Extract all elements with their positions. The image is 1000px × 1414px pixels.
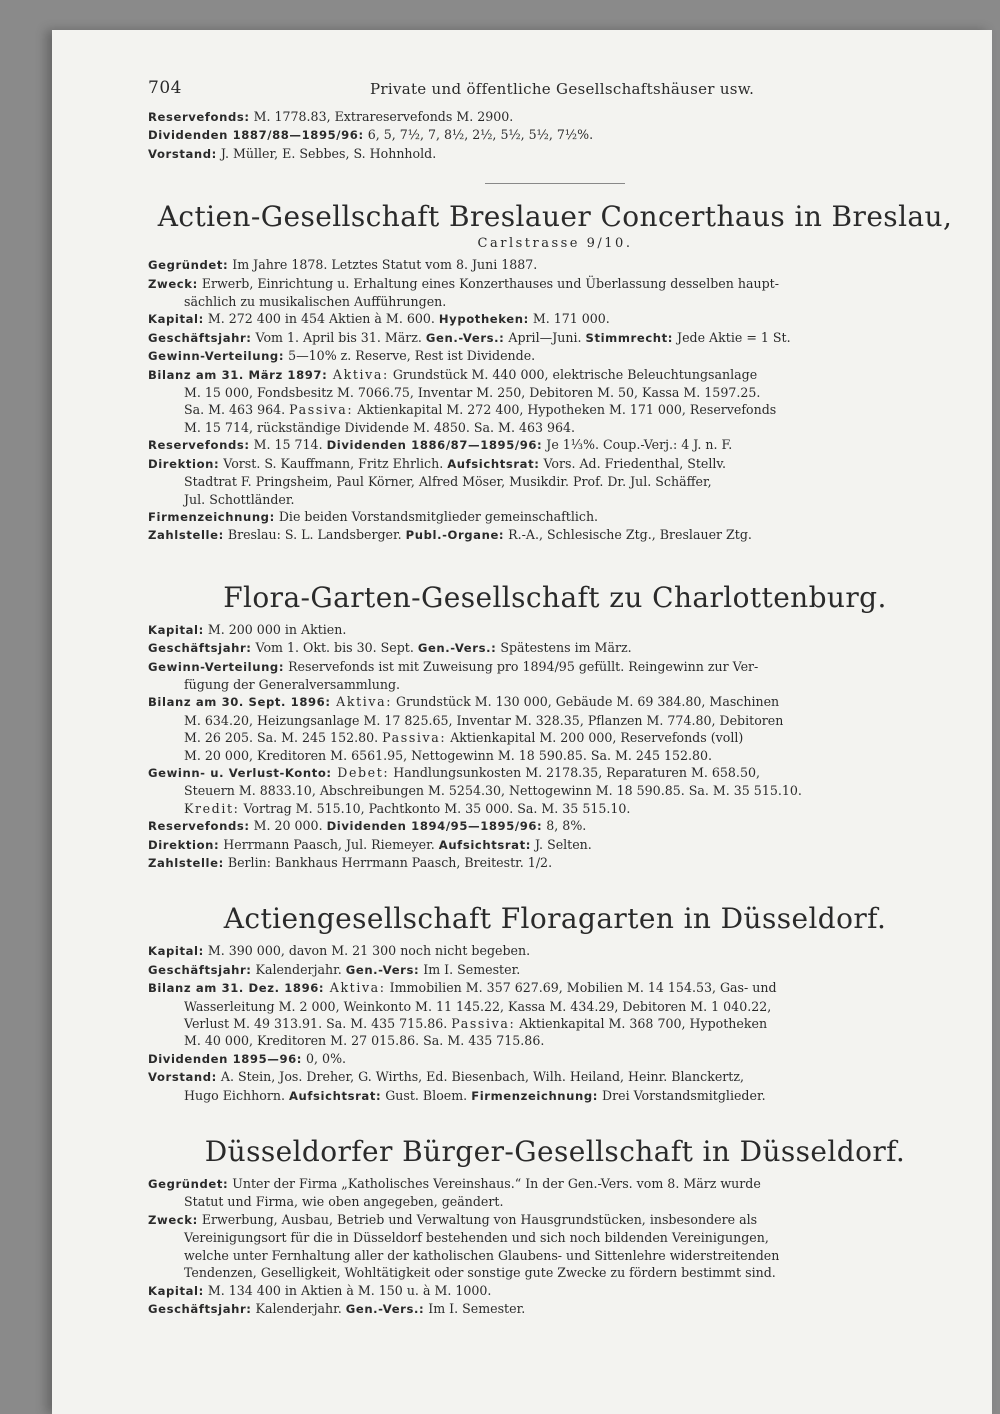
field-key: Reservefonds:: [148, 110, 250, 124]
field-text: Erwerbung, Ausbau, Betrieb und Verwaltung von Hausgrundstücken, insbesondere als: [197, 1211, 758, 1227]
entry-line: [148, 1193, 962, 1210]
field-key: Gen.-Vers.:: [345, 1301, 425, 1316]
field-text: sächlich zu musikalischen Aufführungen.: [184, 294, 447, 310]
entry-line: [148, 384, 962, 401]
ledger-label: Passiva:: [289, 402, 354, 418]
field-text: Wasserleitung M. 2 000, Weinkonto M. 11 145.22, Kassa M. 434.29, Debitoren M. 1 040.22,: [184, 998, 772, 1014]
field-text: Jede Aktie = 1 St.: [673, 329, 791, 345]
field-key: Zweck:: [148, 276, 198, 291]
field-text: Hugo Eichhorn.: [184, 1087, 289, 1103]
field-text: A. Stein, Jos. Dreher, G. Wirths, Ed. Biesenbach, Wilh. Heiland, Heinr. Blanckertz,: [216, 1069, 744, 1085]
field-text: Aktienkapital M. 200 000, Reservefonds (voll): [446, 730, 744, 746]
field-key: Bilanz am 31. Dez. 1896:: [148, 981, 325, 996]
field-text: welche unter Fernhaltung aller der katholischen Glaubens- und Sittenlehre widerstreitenden: [184, 1247, 780, 1263]
field-text: J. Müller, E. Sebbes, S. Hohnhold.: [216, 145, 437, 161]
field-text: M. 15 714.: [249, 437, 327, 453]
field-text: Im Jahre 1878. Letztes Statut vom 8. Juni 1887.: [228, 257, 538, 273]
field-text: Je 1⅓%. Coup.-Verj.: 4 J. n. F.: [542, 437, 733, 453]
entry-line: [148, 712, 962, 729]
field-text: M. 200 000 in Aktien.: [203, 621, 347, 637]
ledger-label: Aktiva:: [324, 980, 386, 996]
entry-line: [148, 1175, 962, 1193]
entry-line: [148, 1015, 962, 1032]
field-key: Zahlstelle:: [148, 856, 224, 870]
field-key: Vorstand:: [148, 146, 217, 161]
entry-line: [148, 693, 962, 711]
field-text: Vom 1. Okt. bis 30. Sept.: [251, 640, 418, 656]
field-key: Geschäftsjahr:: [148, 641, 252, 656]
field-text: 0, 0%.: [302, 1050, 347, 1066]
entry-line: [148, 998, 962, 1015]
field-text: Grundstück M. 130 000, Gebäude M. 69 384.80, Maschinen: [392, 694, 780, 710]
entry-line: [148, 108, 962, 126]
field-text: Jul. Schottländer.: [184, 491, 295, 507]
field-key: Stimmrecht:: [585, 330, 674, 345]
entry-line: [148, 275, 962, 293]
field-text: 6, 5, 7½, 7, 8½, 2½, 5½, 5½, 7½%.: [363, 127, 594, 143]
company-name: Actien-Gesellschaft Breslauer Concerthaus in Breslau,: [157, 200, 953, 234]
entry-line: [148, 1247, 962, 1264]
field-key: Reservefonds:: [148, 438, 250, 453]
entry-line: [148, 1229, 962, 1246]
entry-line: [148, 1068, 962, 1086]
entry-line: [148, 145, 962, 163]
field-key: Gegründet:: [148, 1177, 229, 1192]
field-text: Vors. Ad. Friedenthal, Stellv.: [539, 455, 727, 471]
field-text: Im I. Semester.: [424, 1300, 526, 1316]
field-key: Dividenden 1895—96:: [148, 1051, 303, 1066]
entry-line: [148, 1087, 962, 1105]
entry-line: [148, 854, 962, 872]
field-key: Bilanz am 30. Sept. 1896:: [148, 695, 331, 710]
field-text: Verlust M. 49 313.91. Sa. M. 435 715.86.: [184, 1016, 452, 1032]
field-text: Aktienkapital M. 272 400, Hypotheken M. 171 000, Reservefonds: [353, 402, 777, 418]
field-text: fügung der Generalversammlung.: [184, 676, 401, 692]
entry-line: [148, 676, 962, 693]
field-text: M. 20 000.: [249, 818, 327, 834]
field-text: April—Juni.: [504, 329, 586, 345]
field-text: Immobilien M. 357 627.69, Mobilien M. 14 154.53, Gas- und: [385, 980, 777, 996]
field-text: Handlungsunkosten M. 2178.35, Reparaturen M. 658.50,: [389, 764, 760, 780]
section-gap: [148, 872, 962, 896]
field-key: Gewinn-Verteilung:: [148, 659, 285, 674]
entry-line: [148, 782, 962, 799]
field-key: Gewinn-Verteilung:: [148, 349, 285, 364]
ledger-label: Kredit:: [184, 800, 240, 816]
field-text: Kalenderjahr.: [251, 961, 346, 977]
entry-line: [148, 347, 962, 365]
entry-line: [148, 639, 962, 657]
company-section: [148, 200, 962, 545]
field-text: Die beiden Vorstandsmitglieder gemeinschaftlich.: [274, 508, 599, 524]
field-key: Firmenzeichnung:: [471, 1088, 599, 1103]
entry-line: [148, 419, 962, 436]
running-title: Private und öffentliche Gesellschaftshäuser usw.: [370, 80, 755, 98]
field-text: Breslau: S. L. Landsberger.: [223, 527, 406, 543]
field-text: Herrmann Paasch, Jul. Riemeyer.: [219, 836, 439, 852]
field-text: Reservefonds ist mit Zuweisung pro 1894/95 gefüllt. Reingewinn zur Ver-: [284, 658, 759, 674]
field-key: Reservefonds:: [148, 819, 250, 834]
entry-line: [148, 436, 962, 454]
field-key: Vorstand:: [148, 1070, 217, 1085]
field-key: Aufsichtsrat:: [438, 837, 531, 852]
entry-line: [148, 526, 962, 544]
entry-line: [148, 658, 962, 676]
field-text: Stadtrat F. Pringsheim, Paul Körner, Alfred Möser, Musikdir. Prof. Dr. Jul. Schäffer,: [184, 474, 712, 490]
entry-line: [148, 1300, 962, 1318]
field-text: Grundstück M. 440 000, elektrische Beleuchtungsanlage: [388, 366, 758, 382]
field-text: Vom 1. April bis 31. März.: [251, 329, 426, 345]
entry-line: [148, 401, 962, 418]
field-key: Gen.-Vers.:: [417, 641, 497, 656]
entry-line: [148, 729, 962, 746]
field-key: Geschäftsjahr:: [148, 1301, 252, 1316]
field-text: Vorst. S. Kauffmann, Fritz Ehrlich.: [219, 455, 448, 471]
page-header: [148, 78, 962, 108]
field-key: Gen.-Vers:: [345, 962, 420, 977]
company-section: [148, 872, 962, 1105]
field-text: Steuern M. 8833.10, Abschreibungen M. 5254.30, Nettogewinn M. 18 590.85. Sa. M. 35 515.10.: [184, 783, 802, 799]
entry-line: [148, 1211, 962, 1229]
field-key: Zahlstelle:: [148, 528, 224, 543]
field-key: Aufsichtsrat:: [447, 456, 540, 471]
field-text: M. 390 000, davon M. 21 300 noch nicht begeben.: [203, 943, 531, 959]
entry-line: [148, 293, 962, 310]
field-key: Kapital:: [148, 312, 204, 327]
field-text: M. 1778.83, Extrareservefonds M. 2900.: [249, 109, 514, 124]
field-text: M. 40 000, Kreditoren M. 27 015.86. Sa. M. 435 715.86.: [184, 1033, 545, 1049]
field-text: Aktienkapital M. 368 700, Hypotheken: [515, 1016, 768, 1032]
field-text: J. Selten.: [530, 836, 592, 852]
field-key: Bilanz am 31. März 1897:: [148, 367, 328, 382]
entry-line: [148, 1264, 962, 1281]
field-key: Gen.-Vers.:: [425, 330, 505, 345]
field-key: Gegründet:: [148, 258, 229, 273]
field-text: M. 15 000, Fondsbesitz M. 7066.75, Inventar M. 250, Debitoren M. 50, Kassa M. 1597.25.: [184, 385, 761, 401]
field-text: Spätestens im März.: [496, 640, 632, 656]
page-number: 704: [148, 78, 182, 98]
field-text: Tendenzen, Geselligkeit, Wohltätigkeit oder sonstige gute Zwecke zu fördern bestimmt sind.: [184, 1265, 776, 1281]
entry-line: [148, 942, 962, 960]
entry-line: [148, 817, 962, 835]
field-key: Publ.-Organe:: [405, 528, 505, 543]
field-text: M. 171 000.: [528, 311, 610, 327]
ledger-label: Passiva:: [451, 1016, 516, 1032]
page-sheet: [52, 30, 992, 1414]
entry-line: [148, 979, 962, 997]
entry-line: [148, 621, 962, 639]
field-key: Firmenzeichnung:: [148, 509, 275, 524]
entry-line: [148, 836, 962, 854]
entry-line: [148, 747, 962, 764]
field-text: M. 634.20, Heizungsanlage M. 17 825.65, Inventar M. 328.35, Pflanzen M. 774.80, Debitoren: [184, 712, 784, 728]
field-text: Berlin: Bankhaus Herrmann Paasch, Breitestr. 1/2.: [223, 855, 553, 870]
entry-line: [148, 508, 962, 526]
field-key: Kapital:: [148, 1283, 204, 1298]
ledger-label: Aktiva:: [327, 366, 389, 382]
field-text: M. 134 400 in Aktien à M. 150 u. à M. 1000.: [203, 1282, 492, 1298]
field-text: Kalenderjahr.: [251, 1300, 346, 1316]
field-text: 5—10% z. Reserve, Rest ist Dividende.: [284, 348, 536, 364]
top-entry: [148, 108, 962, 163]
field-key: Geschäftsjahr:: [148, 330, 252, 345]
entry-line: [148, 800, 962, 817]
field-text: M. 20 000, Kreditoren M. 6561.95, Nettogewinn M. 18 590.85. Sa. M. 245 152.80.: [184, 747, 713, 763]
section-gap: [148, 545, 962, 575]
field-text: M. 26 205. Sa. M. 245 152.80.: [184, 730, 383, 746]
entry-line: [148, 473, 962, 490]
field-text: Statut und Firma, wie oben angegeben, geändert.: [184, 1194, 504, 1210]
company-section: [148, 1105, 962, 1318]
field-text: M. 15 714, rückständige Dividende M. 4850. Sa. M. 463 964.: [184, 419, 576, 435]
company-address: Carlstrasse 9/10.: [477, 236, 633, 252]
entry-line: [148, 491, 962, 508]
ledger-label: Debet:: [331, 764, 390, 780]
company-name: Actiengesellschaft Floragarten in Düsseldorf.: [223, 902, 887, 936]
field-text: Im I. Semester.: [419, 961, 521, 977]
field-key: Gewinn- u. Verlust-Konto:: [148, 765, 332, 780]
page-content: [148, 78, 962, 1318]
entry-line: [148, 1050, 962, 1068]
field-text: Sa. M. 463 964.: [184, 402, 290, 418]
company-list: [148, 200, 962, 1318]
field-key: Geschäftsjahr:: [148, 962, 252, 977]
field-key: Dividenden 1887/88—1895/96:: [148, 128, 364, 143]
field-text: Vereinigungsort für die in Düsseldorf bestehenden und sich noch bildenden Vereinigungen,: [184, 1230, 769, 1246]
field-text: R.-A., Schlesische Ztg., Breslauer Ztg.: [504, 527, 752, 543]
field-text: Drei Vorstandsmitglieder.: [598, 1087, 766, 1103]
section-divider: [485, 183, 625, 184]
entry-line: [148, 1032, 962, 1049]
field-key: Direktion:: [148, 456, 220, 471]
section-gap: [148, 1105, 962, 1129]
field-key: Aufsichtsrat:: [288, 1088, 382, 1103]
entry-line: [148, 961, 962, 979]
entry-line: [148, 366, 962, 384]
field-key: Kapital:: [148, 622, 204, 637]
field-text: M. 272 400 in 454 Aktien à M. 600.: [203, 311, 439, 327]
field-key: Dividenden 1894/95—1895/96:: [326, 819, 543, 834]
entry-line: [148, 256, 962, 274]
field-text: Gust. Bloem.: [381, 1087, 472, 1103]
entry-line: [148, 764, 962, 782]
company-name: Flora-Garten-Gesellschaft zu Charlottenburg.: [223, 580, 887, 614]
entry-line: [148, 329, 962, 347]
ledger-label: Aktiva:: [330, 694, 393, 710]
field-key: Zweck:: [148, 1212, 198, 1227]
field-key: Hypotheken:: [438, 312, 529, 327]
field-text: Unter der Firma „Katholisches Vereinshaus.“ In der Gen.-Vers. vom 8. März wurde: [228, 1176, 761, 1192]
ledger-label: Passiva:: [382, 730, 447, 746]
field-key: Direktion:: [148, 837, 220, 852]
field-key: Kapital:: [148, 944, 204, 959]
field-text: 8, 8%.: [542, 818, 587, 834]
entry-line: [148, 1282, 962, 1300]
field-text: Erwerb, Einrichtung u. Erhaltung eines Konzerthauses und Überlassung desselben haupt-: [197, 275, 779, 291]
company-name: Düsseldorfer Bürger-Gesellschaft in Düsseldorf.: [204, 1135, 906, 1169]
entry-line: [148, 126, 962, 144]
company-section: [148, 545, 962, 873]
field-text: Vortrag M. 515.10, Pachtkonto M. 35 000. Sa. M. 35 515.10.: [239, 800, 631, 816]
entry-line: [148, 310, 962, 328]
entry-line: [148, 455, 962, 473]
field-key: Dividenden 1886/87—1895/96:: [326, 438, 543, 453]
